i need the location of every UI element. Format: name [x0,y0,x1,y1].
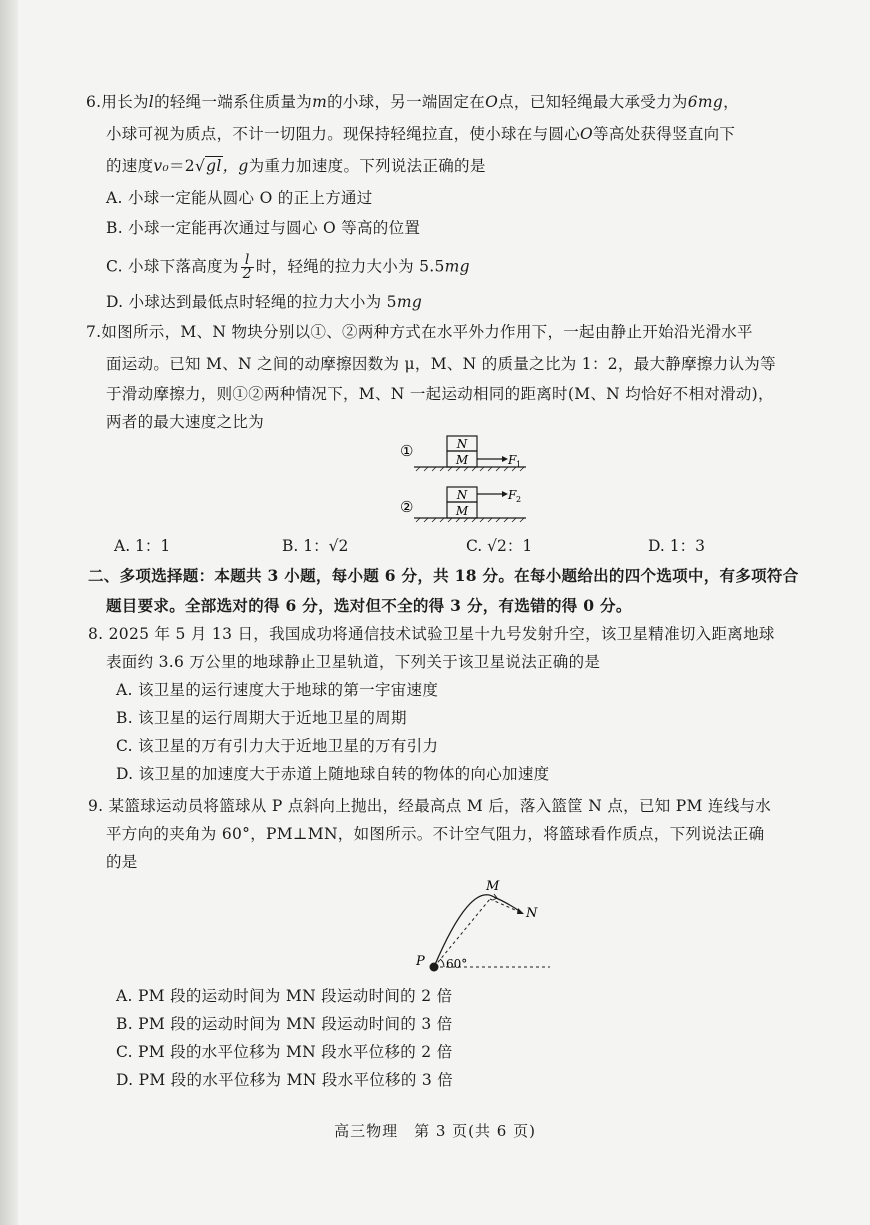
q7-option-d: D. 1：3 [648,537,705,555]
label-n: N [526,906,538,921]
section2-heading-line2: 题目要求。全部选对的得 6 分，选对但不全的得 3 分，有选错的得 0 分。 [106,596,632,615]
q8-option-b: B. 该卫星的运行周期大于近地卫星的周期 [116,709,407,727]
q7-option-c: C. √2：1 [466,537,533,555]
q6-line1: 6.用长为l的轻绳一端系住质量为m的小球，另一端固定在O点，已知轻绳最大承受力为6mg， [86,93,739,111]
q7-line4: 两者的最大速度之比为 [106,413,265,431]
angle-arc [440,959,444,967]
svg-text:F: F [508,453,517,467]
basketball-point-p [430,963,439,972]
q9-option-d: D. PM 段的水平位移为 MN 段水平位移的 3 倍 [116,1071,454,1089]
svg-text:N: N [456,437,468,451]
q7-blocks-figure [390,430,540,526]
q6-option-a: A. 小球一定能从圆心 O 的正上方通过 [106,189,373,207]
q7-line3: 于滑动摩擦力，则①②两种情况下，M、N 一起运动相同的距离时(M、N 均恰好不相对滑动)， [106,385,774,403]
case1-label: ① [400,442,414,460]
q6-option-d: D. 小球达到最低点时轻绳的拉力大小为 5mg [106,293,423,311]
svg-text:M: M [455,504,469,518]
angle-label: 60° [446,957,468,971]
q9-option-a: A. PM 段的运动时间为 MN 段运动时间的 2 倍 [116,987,453,1005]
q7-option-a: A. 1：1 [114,537,171,555]
svg-text:M: M [455,453,469,467]
q7-option-b: B. 1：√2 [282,537,349,555]
q9-line1: 9. 某篮球运动员将篮球从 P 点斜向上抛出，经最高点 M 后，落入篮筐 N 点，已知 PM 连线与水 [88,797,772,815]
q6-line2: 小球可视为质点，不计一切阻力。现保持轻绳拉直，使小球在与圆心O等高处获得竖直向下 [106,125,736,143]
q6-option-c: C. 小球下落高度为 $\frac{l}{2}$ 时，轻绳的拉力大小为 5.5mg [106,252,470,282]
svg-text:N: N [456,488,468,502]
q8-line1: 8. 2025 年 5 月 13 日，我国成功将通信技术试验卫星十九号发射升空，该卫星精准切入距离地球 [88,625,775,643]
q8-option-a: A. 该卫星的运行速度大于地球的第一宇宙速度 [116,681,439,699]
svg-text:2: 2 [516,495,522,504]
q7-line2: 面运动。已知 M、N 之间的动摩擦因数为 μ，M、N 的质量之比为 1：2，最大静摩擦力认为等 [106,355,776,373]
label-p: P [416,954,425,969]
q8-option-d: D. 该卫星的加速度大于赤道上随地球自转的物体的向心加速度 [116,765,550,783]
fraction-l-over-2: $\frac{l}{2}$ [242,252,252,282]
page-footer: 高三物理 第 3 页(共 6 页) [334,1122,536,1140]
section2-heading-line1: 二、多项选择题：本题共 3 小题，每小题 6 分，共 18 分。在每小题给出的四个选项中，有多项符合 [88,566,799,585]
case2-label: ② [400,498,414,516]
label-m: M [486,879,500,894]
svg-text:F: F [508,488,517,502]
mn-chord [490,899,522,913]
trajectory-arrowhead [517,908,524,914]
q9-trajectory-figure [408,872,568,976]
q9-line2: 平方向的夹角为 60°，PM⊥MN，如图所示。不计空气阻力，将篮球看作质点，下列说法正确 [106,825,765,843]
page-edge [0,0,18,1225]
q6-option-b: B. 小球一定能再次通过与圆心 O 等高的位置 [106,219,421,237]
svg-text:1: 1 [516,460,522,469]
q8-line2: 表面约 3.6 万公里的地球静止卫星轨道，下列关于该卫星说法正确的是 [106,653,601,671]
q7-line1: 7.如图所示，M、N 物块分别以①、②两种方式在水平外力作用下，一起由静止开始沿光滑水平 [86,323,753,341]
q8-option-c: C. 该卫星的万有引力大于近地卫星的万有引力 [116,737,439,755]
q9-option-b: B. PM 段的运动时间为 MN 段运动时间的 3 倍 [116,1015,453,1033]
q9-line3: 的是 [106,853,138,871]
q9-option-c: C. PM 段的水平位移为 MN 段水平位移的 2 倍 [116,1043,453,1061]
q6-line3: 的速度v₀＝2√gl，g为重力加速度。下列说法正确的是 [106,157,486,175]
